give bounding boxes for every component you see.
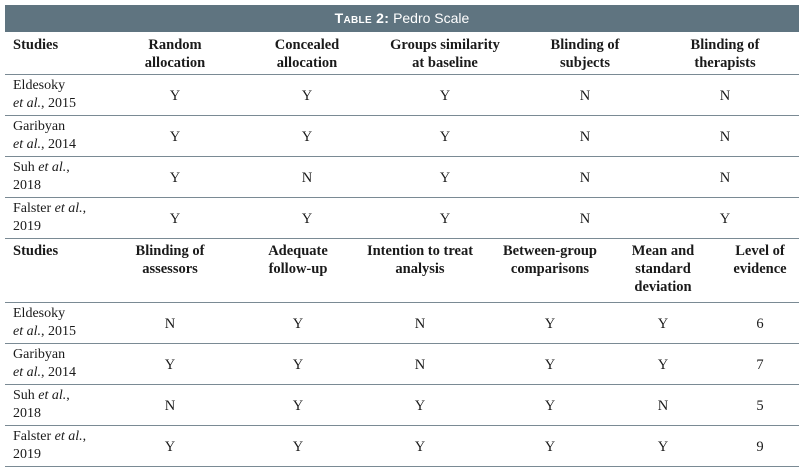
- column-header-line: Blinding of: [135, 243, 205, 259]
- column-header-line: follow-up: [268, 261, 328, 277]
- study-author: Falster: [13, 429, 55, 444]
- table-cell: Y: [301, 211, 313, 227]
- column-header: [237, 32, 377, 74]
- column-header-line: analysis: [395, 261, 445, 277]
- column-header-line: deviation: [634, 279, 692, 295]
- table-cell: Y: [544, 439, 556, 455]
- column-header-line: Intention to treat: [366, 243, 474, 259]
- study-suffix: ,: [66, 388, 70, 403]
- table-cell: Y: [301, 129, 313, 145]
- study-year: , 2014: [41, 365, 76, 380]
- study-suffix: ,: [66, 160, 70, 175]
- column-header: [5, 238, 117, 302]
- study-author: Suh: [13, 388, 39, 403]
- column-header: [645, 32, 804, 74]
- table-row: [5, 156, 799, 198]
- column-header: [365, 32, 525, 74]
- table-cell: Y: [657, 439, 669, 455]
- column-header: [355, 238, 485, 302]
- table-cell: Y: [292, 398, 304, 414]
- column-header-line: Mean and: [631, 243, 695, 259]
- table-title-label: Table 2:: [334, 10, 390, 26]
- column-header: [5, 32, 125, 74]
- column-header-line: subjects: [560, 55, 610, 71]
- column-header-line: Concealed: [274, 37, 340, 53]
- column-header-line: comparisons: [510, 261, 590, 277]
- column-header-line: Level of: [735, 243, 785, 259]
- column-header-line: standard: [635, 261, 691, 277]
- part1-header-row: [5, 32, 799, 75]
- table-cell: Y: [164, 357, 176, 373]
- table-cell: N: [301, 170, 313, 186]
- study-suffix: ,: [82, 429, 87, 444]
- table-cell: Y: [414, 439, 426, 455]
- study-suffix: ,: [82, 201, 87, 216]
- column-header-line: Adequate: [268, 243, 328, 259]
- study-year: 2018: [13, 178, 41, 193]
- table-cell: Y: [164, 439, 176, 455]
- study-author: Garibyan: [13, 119, 66, 134]
- table-cell: 5: [756, 398, 764, 414]
- study-year: , 2015: [41, 96, 76, 111]
- study-year: 2019: [13, 219, 41, 234]
- column-header: [233, 238, 363, 302]
- study-year: 2018: [13, 406, 41, 421]
- column-header-line: Studies: [13, 37, 59, 53]
- study-etal: et al.: [38, 388, 67, 403]
- table-cell: Y: [169, 211, 181, 227]
- column-header: [710, 238, 804, 302]
- study-year: , 2015: [41, 324, 76, 339]
- column-header-line: Studies: [13, 243, 59, 259]
- column-header: [505, 32, 665, 74]
- table-cell: Y: [169, 129, 181, 145]
- table-cell: N: [414, 357, 426, 373]
- table-cell: 9: [756, 439, 764, 455]
- table-cell: Y: [439, 211, 451, 227]
- table-row: [5, 425, 799, 467]
- study-author: Eldesoky: [13, 78, 66, 93]
- table-cell: N: [164, 316, 176, 332]
- table-cell: N: [719, 88, 731, 104]
- table-cell: Y: [414, 398, 426, 414]
- study-etal: et al.: [54, 429, 83, 444]
- table-cell: N: [579, 88, 591, 104]
- column-header: [485, 238, 615, 302]
- table-row: [5, 343, 799, 385]
- study-cell: [5, 197, 133, 238]
- table-cell: Y: [719, 211, 731, 227]
- table-cell: N: [657, 398, 669, 414]
- study-etal: et al.: [13, 324, 41, 339]
- study-author: Garibyan: [13, 347, 66, 362]
- table-cell: N: [719, 170, 731, 186]
- table-cell: 7: [756, 357, 764, 373]
- table-cell: Y: [301, 88, 313, 104]
- table-cell: N: [719, 129, 731, 145]
- study-cell: [5, 74, 133, 115]
- table-cell: 6: [756, 316, 764, 332]
- table-cell: Y: [544, 398, 556, 414]
- study-year: 2019: [13, 447, 41, 462]
- column-header-line: therapists: [694, 55, 756, 71]
- table-cell: Y: [292, 439, 304, 455]
- column-header-line: Groups similarity: [390, 37, 500, 53]
- table-row: [5, 197, 799, 239]
- column-header-line: Blinding of: [690, 37, 760, 53]
- table-title: [5, 5, 799, 32]
- column-header: [115, 32, 235, 74]
- table-cell: N: [579, 211, 591, 227]
- table-cell: Y: [292, 316, 304, 332]
- table-cell: N: [579, 129, 591, 145]
- table-cell: Y: [657, 316, 669, 332]
- study-author: Eldesoky: [13, 306, 66, 321]
- study-etal: et al.: [13, 365, 41, 380]
- part2-header-row: [5, 238, 799, 303]
- table-row: [5, 74, 799, 116]
- table-row: [5, 384, 799, 426]
- table-cell: Y: [169, 88, 181, 104]
- table-row: [5, 302, 799, 344]
- study-etal: et al.: [13, 96, 41, 111]
- column-header-line: Between-group: [503, 243, 597, 259]
- column-header-line: allocation: [276, 55, 338, 71]
- study-cell: [5, 156, 133, 197]
- study-author: Suh: [13, 160, 39, 175]
- study-author: Falster: [13, 201, 55, 216]
- table-cell: Y: [657, 357, 669, 373]
- column-header-line: allocation: [144, 55, 206, 71]
- table-cell: Y: [544, 316, 556, 332]
- table-cell: N: [414, 316, 426, 332]
- study-etal: et al.: [38, 160, 67, 175]
- table-cell: N: [579, 170, 591, 186]
- table-cell: N: [164, 398, 176, 414]
- study-etal: et al.: [13, 137, 41, 152]
- table-cell: Y: [544, 357, 556, 373]
- study-cell: [5, 115, 133, 156]
- table-cell: Y: [439, 170, 451, 186]
- column-header-line: Random: [148, 37, 202, 53]
- table-cell: Y: [169, 170, 181, 186]
- column-header-line: Blinding of: [550, 37, 620, 53]
- table-title-text: Pedro Scale: [393, 10, 470, 26]
- column-header: [105, 238, 235, 302]
- study-etal: et al.: [54, 201, 83, 216]
- table-row: [5, 115, 799, 157]
- column-header: [613, 238, 713, 302]
- table-cell: Y: [439, 129, 451, 145]
- table-cell: Y: [292, 357, 304, 373]
- column-header-line: at baseline: [412, 55, 478, 71]
- column-header-line: evidence: [733, 261, 787, 277]
- column-header-line: assessors: [142, 261, 198, 277]
- study-year: , 2014: [41, 137, 76, 152]
- table-cell: Y: [439, 88, 451, 104]
